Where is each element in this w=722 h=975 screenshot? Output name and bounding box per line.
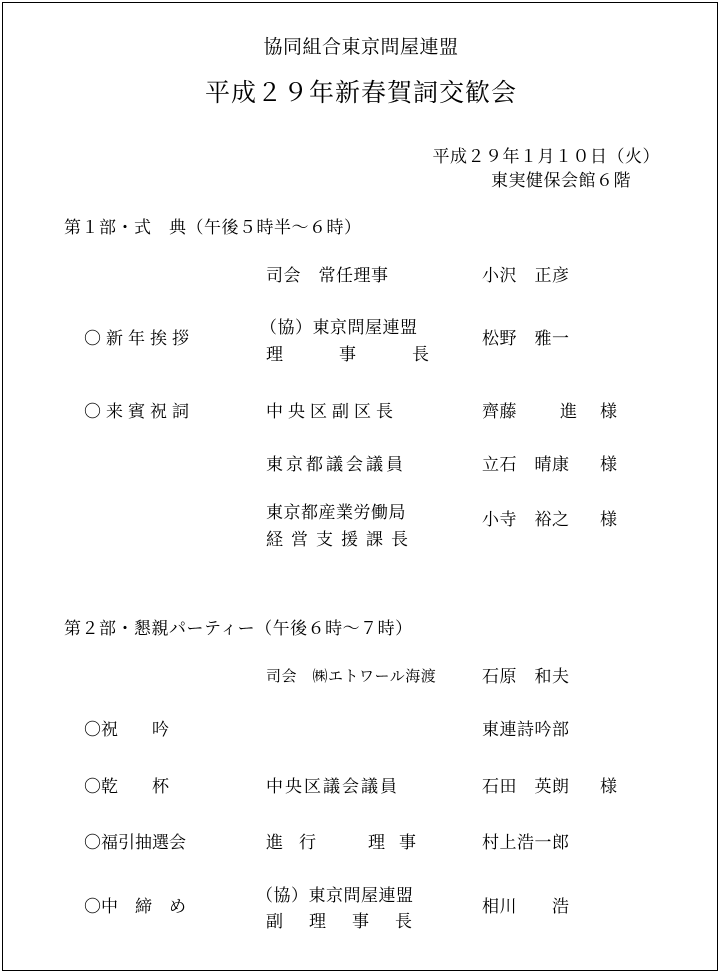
part2-emcee-name: 石原 和夫 — [482, 667, 570, 687]
raffle-item: 〇福引抽選会 — [84, 833, 186, 853]
greeting-item — [84, 331, 202, 348]
guest1-surname: 齊藤 — [482, 402, 517, 422]
guest1-honorific: 様 — [600, 402, 617, 422]
guest3-role-line2: 経営支援課長 — [266, 530, 416, 550]
greeting-name: 松野 雅一 — [482, 329, 570, 349]
toast-name: 石田 英朗 — [482, 777, 570, 797]
guest3-honorific: 様 — [600, 510, 617, 530]
guest2-name: 立石 晴康 — [482, 455, 570, 475]
greeting-item-label: 〇新年挨拶 — [84, 329, 194, 349]
organization-name: 協同組合東京問屋連盟 — [263, 36, 459, 58]
part2-heading: 第２部・懇親パーティー（午後６時～７時） — [64, 619, 413, 639]
guest2-role: 東京都議会議員 — [266, 455, 406, 475]
guest3-name: 小寺 裕之 — [482, 510, 570, 530]
guest1-given-name: 進 — [560, 402, 577, 422]
part2-emcee-role: 司会 ㈱エトワール海渡 — [266, 667, 437, 685]
closing-name: 相川 浩 — [482, 897, 570, 917]
event-date: 平成２９年１月１０日（火） — [432, 147, 660, 167]
raffle-role-b: 理事 — [368, 833, 430, 853]
guest2-honorific: 様 — [600, 455, 617, 475]
poem-performer: 東連詩吟部 — [482, 720, 570, 740]
greeting-role-line1: （協）東京問屋連盟 — [260, 318, 418, 338]
closing-role-line1: （協）東京問屋連盟 — [256, 886, 414, 906]
raffle-name: 村上浩一郎 — [482, 833, 570, 853]
guest-speeches-item: 〇来賓祝詞 — [84, 402, 194, 422]
toast-role: 中央区議会議員 — [266, 777, 399, 797]
toast-honorific: 様 — [600, 777, 617, 797]
part1-emcee-name: 小沢 正彦 — [482, 266, 570, 286]
part1-emcee-role: 司会 常任理事 — [266, 266, 389, 286]
guest3-role-line1: 東京都産業労働局 — [266, 503, 406, 523]
closing-role-line2: 副理事長 — [266, 912, 438, 932]
guest1-role: 中央区副区長 — [266, 402, 398, 422]
greeting-role-line2 — [266, 345, 485, 365]
greeting-role-line2-text: 理事長 — [266, 345, 485, 365]
toast-item: 〇乾 杯 — [84, 777, 169, 797]
event-title: 平成２９年新春賀詞交歓会 — [204, 78, 517, 107]
poem-item: 〇祝 吟 — [84, 720, 169, 740]
closing-item: 〇中 締 め — [84, 897, 186, 917]
raffle-role-a: 進行 — [266, 833, 332, 853]
part1-heading: 第１部・式 典（午後５時半～６時） — [64, 218, 362, 238]
event-venue: 東実健保会館６階 — [491, 171, 631, 191]
